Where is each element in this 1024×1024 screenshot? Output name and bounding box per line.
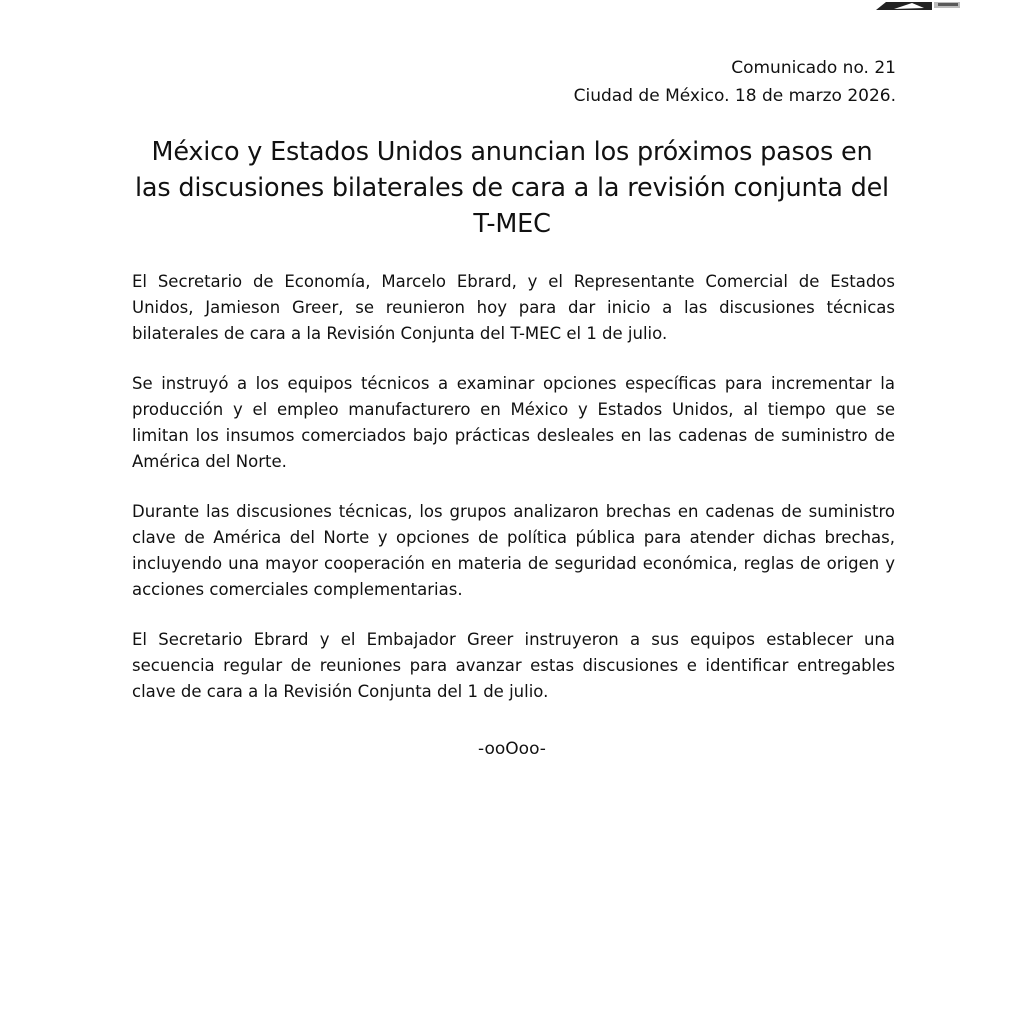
page-title: México y Estados Unidos anuncian los próximos pasos en las discusiones bilaterales de cara a la revisión conjunta del T-MEC xyxy=(135,137,889,239)
logo-fragment-icon xyxy=(872,0,964,10)
paragraph-1: El Secretario de Economía, Marcelo Ebrard, y el Representante Comercial de Estados Unidos, Jamieson Greer, se reunieron hoy para dar inicio a las discusiones técnicas bilaterales de cara a la Revisión Conjunta del T-MEC el 1 de julio. xyxy=(132,272,895,343)
paragraph-3: Durante las discusiones técnicas, los grupos analizaron brechas en cadenas de suministro clave de América del Norte y opciones de política pública para atender dichas brechas, incluyendo una mayor cooperación en materia de seguridad económica, reglas de origen y acciones comerciales complementarias. xyxy=(132,502,895,599)
communique-number: Comunicado no. 21 xyxy=(731,58,896,78)
paragraph-4: El Secretario Ebrard y el Embajador Greer instruyeron a sus equipos establecer una secuencia regular de reuniones para avanzar estas discusiones e identificar entregables clave de cara a la Revisión Conjunta del 1 de julio. xyxy=(132,630,895,701)
closing-mark: -ooOoo- xyxy=(478,739,546,759)
paragraph-2: Se instruyó a los equipos técnicos a examinar opciones específicas para incrementar la producción y el empleo manufacturero en México y Estados Unidos, al tiempo que se limitan los insumos comerciados bajo prácticas desleales en las cadenas de suministro de América del Norte. xyxy=(132,374,895,471)
document-body xyxy=(132,269,895,729)
place-date: Ciudad de México. 18 de marzo 2026. xyxy=(573,86,896,106)
document-header xyxy=(574,54,896,110)
